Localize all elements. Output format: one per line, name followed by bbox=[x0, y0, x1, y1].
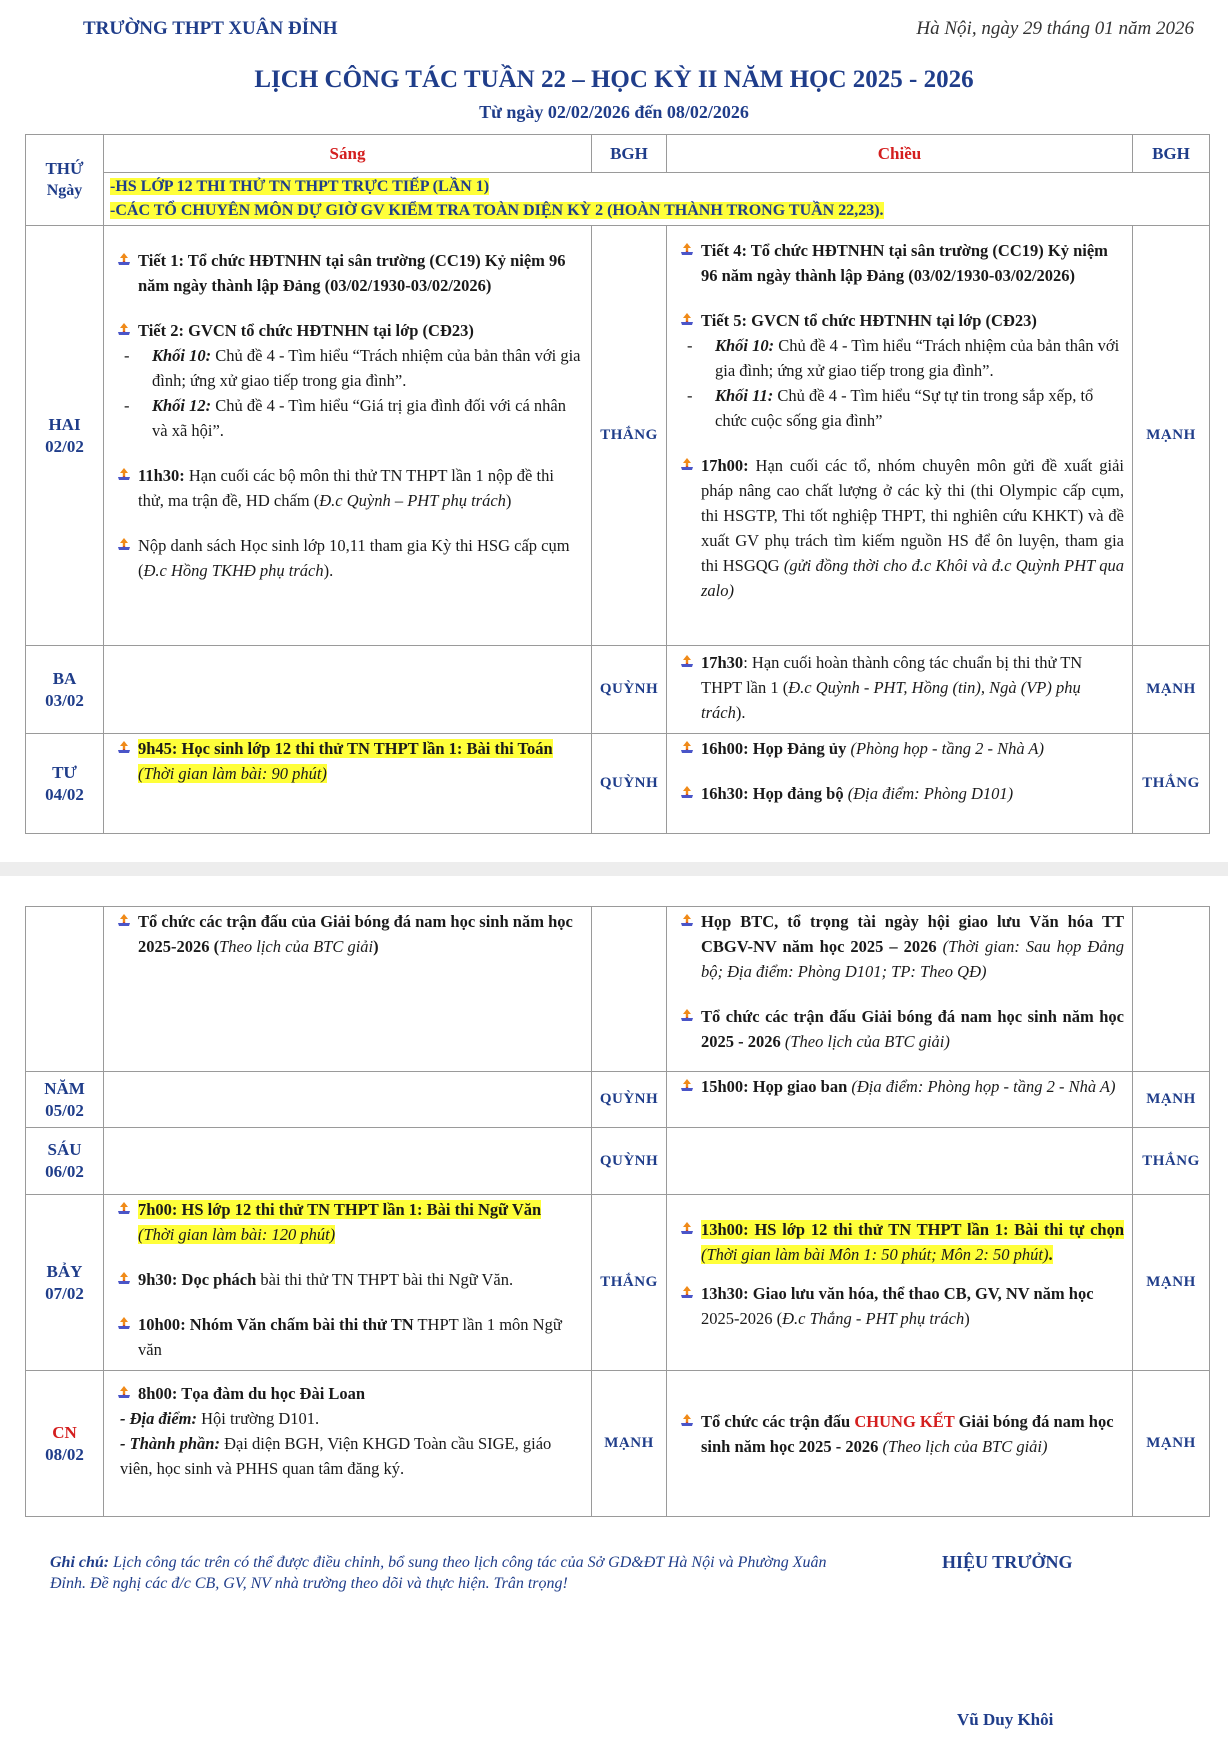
item-time: 11h30: bbox=[138, 466, 185, 485]
note-text: Lịch công tác trên có thể được điều chỉnh, bổ sung theo lịch công tác của Sở GD&ĐT Hà Nội và Phường Xuân Đỉnh. Đề nghị các đ/c CB, GV, NV nhà trường theo dõi và thực hiện. Trân trọng! bbox=[50, 1554, 827, 1592]
pin-icon bbox=[680, 786, 694, 800]
bgh-wed-am: QUỲNH bbox=[592, 734, 667, 834]
page-subtitle: Từ ngày 02/02/2026 đến 08/02/2026 bbox=[479, 102, 749, 122]
pin-icon bbox=[680, 243, 694, 257]
sub-item bbox=[114, 1431, 583, 1481]
schedule-table-part-2 bbox=[25, 906, 1210, 1517]
pin-icon bbox=[117, 741, 131, 755]
agenda-item bbox=[114, 1197, 583, 1247]
row-monday bbox=[26, 226, 1210, 646]
item-end: ). bbox=[323, 561, 334, 580]
day-date: 07/02 bbox=[45, 1283, 84, 1303]
sub-text: Chủ đề 4 - Tìm hiểu “Sự tự tin trong sắp xếp, tổ chức cuộc sống gia đình” bbox=[715, 386, 1094, 430]
item-title: 8h00: Tọa đàm du học Đài Loan bbox=[138, 1384, 366, 1403]
day-wednesday-cont bbox=[26, 907, 104, 1072]
agenda-item bbox=[677, 1409, 1124, 1459]
week-notice bbox=[104, 173, 1210, 226]
day-name: TƯ bbox=[52, 762, 77, 782]
item-text: Hạn cuối các bộ môn thi thử TN THPT lần 1 nộp đề thi thử, ma trận đề, HD chấm ( bbox=[138, 466, 554, 510]
item-title: Tổ chức các trận đấu Giải bóng đá nam học sinh năm học 2025 - 2026 bbox=[701, 1007, 1124, 1051]
sat-morning bbox=[104, 1195, 592, 1371]
sub-text: Chủ đề 4 - Tìm hiểu “Trách nhiệm của bản thân với gia đình; ứng xử giao tiếp trong gia đình”. bbox=[715, 336, 1120, 380]
day-sunday bbox=[26, 1371, 104, 1517]
fri-morning bbox=[104, 1128, 592, 1195]
tue-morning bbox=[104, 646, 592, 734]
item-title: 9h30: Dọc phách bbox=[138, 1270, 257, 1289]
agenda-item bbox=[677, 238, 1124, 288]
head-sang: Sáng bbox=[104, 135, 592, 173]
pin-icon bbox=[680, 914, 694, 928]
item-title: 7h00: HS lớp 12 thi thử TN THPT lần 1: Bài thi Ngữ Văn bbox=[138, 1200, 542, 1219]
bgh-wed-cont-pm bbox=[1133, 907, 1210, 1072]
row-thursday bbox=[26, 1072, 1210, 1128]
item-title: 15h00: Họp giao ban bbox=[701, 1077, 848, 1096]
day-saturday bbox=[26, 1195, 104, 1371]
pin-icon bbox=[117, 914, 131, 928]
wed-cont-afternoon bbox=[667, 907, 1133, 1072]
item-time: 17h30 bbox=[701, 653, 744, 672]
item-end: ) bbox=[373, 937, 379, 956]
notice-line-2: -CÁC TỔ CHUYÊN MÔN DỰ GIỜ GV KIỂM TRA TOÀN DIỆN KỲ 2 (HOÀN THÀNH TRONG TUẦN 22,23). bbox=[110, 202, 884, 219]
sub-label: - Địa điểm: bbox=[120, 1409, 197, 1428]
item-note: (Địa điểm: Phòng họp - tầng 2 - Nhà A) bbox=[847, 1077, 1116, 1096]
bgh-mon-am: THẮNG bbox=[592, 226, 667, 646]
pin-icon bbox=[680, 313, 694, 327]
day-name: HAI bbox=[48, 414, 81, 434]
sub-item bbox=[114, 393, 583, 443]
agenda-item bbox=[677, 453, 1124, 603]
item-note: (Địa điểm: Phòng D101) bbox=[843, 784, 1014, 803]
day-date: 04/02 bbox=[45, 784, 84, 804]
pin-icon bbox=[117, 253, 131, 267]
sub-label: Khối 12: bbox=[152, 396, 212, 415]
signature-name: Vũ Duy Khôi bbox=[957, 1710, 1054, 1729]
day-date: 05/02 bbox=[45, 1100, 84, 1120]
day-name: BẢY bbox=[46, 1261, 83, 1281]
day-date: 03/02 bbox=[45, 690, 84, 710]
pin-icon bbox=[117, 323, 131, 337]
agenda-item bbox=[677, 781, 1124, 806]
bgh-sun-am: MẠNH bbox=[592, 1371, 667, 1517]
item-text: 2025-2026 ( bbox=[701, 1309, 783, 1328]
sub-text: Hội trường D101. bbox=[196, 1409, 320, 1428]
agenda-item bbox=[677, 1074, 1124, 1099]
sub-text: Chủ đề 4 - Tìm hiểu “Giá trị gia đình đối với cá nhân và xã hội”. bbox=[152, 396, 566, 440]
day-tuesday bbox=[26, 646, 104, 734]
page-title: LỊCH CÔNG TÁC TUẦN 22 – HỌC KỲ II NĂM HỌC 2025 - 2026 bbox=[254, 66, 974, 93]
footer-note bbox=[50, 1552, 840, 1594]
head-thu: THỨ bbox=[45, 159, 84, 178]
item-text: Nộp danh sách Học sinh lớp 10,11 tham gia Kỳ thi HSG cấp cụm ( bbox=[138, 536, 570, 580]
head-ngay: Ngày bbox=[46, 182, 83, 199]
sub-item bbox=[677, 333, 1124, 383]
bgh-tue-pm: MẠNH bbox=[1133, 646, 1210, 734]
bgh-sun-pm: MẠNH bbox=[1133, 1371, 1210, 1517]
thu-afternoon bbox=[667, 1072, 1133, 1128]
item-text: Tiết 4: Tổ chức HĐTNHN tại sân trường (CC19) Kỷ niệm 96 năm ngày thành lập Đảng (03/02/1930-03/02/2026) bbox=[701, 241, 1108, 285]
sun-afternoon bbox=[667, 1371, 1133, 1517]
note-label: Ghi chú: bbox=[50, 1554, 110, 1571]
agenda-item bbox=[114, 1267, 583, 1292]
item-time: 17h00: bbox=[701, 456, 749, 475]
item-text-2: Giải bóng đá nam học sinh năm học 2025 - 2026 bbox=[701, 1412, 1114, 1456]
day-date: 06/02 bbox=[45, 1162, 84, 1181]
item-end: THPT lần 1 môn Ngữ văn bbox=[138, 1315, 562, 1359]
school-name: TRƯỜNG THPT XUÂN ĐỈNH bbox=[83, 18, 338, 39]
issue-date: Hà Nội, ngày 29 tháng 01 năm 2026 bbox=[916, 18, 1194, 39]
item-text: Tổ chức các trận đấu bbox=[701, 1412, 855, 1431]
agenda-item bbox=[114, 736, 583, 786]
notice-line-1: -HS LỚP 12 THI THỬ TN THPT TRỰC TIẾP (LẦN 1) bbox=[110, 178, 490, 195]
pin-icon bbox=[680, 1079, 694, 1093]
pin-icon bbox=[117, 1202, 131, 1216]
fri-afternoon bbox=[667, 1128, 1133, 1195]
agenda-item bbox=[677, 650, 1124, 725]
item-note: Theo lịch của BTC giải bbox=[219, 937, 374, 956]
row-tuesday bbox=[26, 646, 1210, 734]
row-friday bbox=[26, 1128, 1210, 1195]
bgh-wed-cont-am bbox=[592, 907, 667, 1072]
sub-text: Đại diện BGH, Viện KHGD Toàn cầu SIGE, giáo viên, học sinh và PHHS quan tâm đăng ký. bbox=[120, 1434, 552, 1478]
bgh-mon-pm: MẠNH bbox=[1133, 226, 1210, 646]
schedule-table-part-1 bbox=[25, 134, 1210, 834]
sub-text: Chủ đề 4 - Tìm hiểu “Trách nhiệm của bản thân với gia đình; ứng xử giao tiếp trong gia đình”. bbox=[152, 346, 581, 390]
item-text: Hạn cuối các tổ, nhóm chuyên môn gửi đề xuất giải pháp nâng cao chất lượng ở các kỳ thi (thi Olympic cấp cụm, thi HSGTP, Thi tốt nghiệp THPT, thi nghiên cứu KHKT) và đề xuất GV phụ trách tìm kiếm nguồn HS để ôn luyện, tham gia thi HSGQG bbox=[701, 456, 1124, 575]
pin-icon bbox=[117, 1386, 131, 1400]
pin-icon bbox=[117, 468, 131, 482]
pin-icon bbox=[680, 1009, 694, 1023]
bgh-tue-am: QUỲNH bbox=[592, 646, 667, 734]
thu-morning bbox=[104, 1072, 592, 1128]
day-thursday bbox=[26, 1072, 104, 1128]
row-saturday bbox=[26, 1195, 1210, 1371]
row-wednesday-continued bbox=[26, 907, 1210, 1072]
sub-item bbox=[114, 343, 583, 393]
bgh-sat-pm: MẠNH bbox=[1133, 1195, 1210, 1371]
sun-morning bbox=[104, 1371, 592, 1517]
item-title: 16h30: Họp đảng bộ bbox=[701, 784, 844, 803]
item-end: . bbox=[1048, 1245, 1053, 1264]
day-date: 02/02 bbox=[45, 436, 84, 456]
pin-icon bbox=[680, 741, 694, 755]
item-note: (Thời gian làm bài: 120 phút) bbox=[138, 1225, 336, 1244]
agenda-item bbox=[677, 1004, 1124, 1054]
pin-icon bbox=[680, 1222, 694, 1236]
agenda-item bbox=[114, 248, 583, 298]
sub-item bbox=[677, 383, 1124, 433]
pin-icon bbox=[680, 1414, 694, 1428]
sub-label: Khối 11: bbox=[715, 386, 774, 405]
day-name: NĂM bbox=[44, 1078, 85, 1098]
day-date: 08/02 bbox=[45, 1444, 84, 1464]
wed-cont-morning bbox=[104, 907, 592, 1072]
item-title: Tiết 5: GVCN tổ chức HĐTNHN tại lớp (CĐ23) bbox=[701, 311, 1037, 330]
mon-morning bbox=[104, 226, 592, 646]
item-title: Tổ chức các trận đấu của Giải bóng đá nam học sinh năm học 2025-2026 ( bbox=[138, 912, 573, 956]
agenda-item bbox=[114, 909, 583, 959]
pin-icon bbox=[680, 655, 694, 669]
bgh-wed-pm: THẮNG bbox=[1133, 734, 1210, 834]
agenda-item bbox=[114, 1381, 583, 1406]
sub-label: Khối 10: bbox=[715, 336, 775, 355]
bgh-fri-pm: THẮNG bbox=[1133, 1128, 1210, 1195]
item-title: Họp BTC, tổ trọng tài ngày hội giao lưu Văn hóa TT CBGV-NV năm học 2025 – 2026 bbox=[701, 912, 1124, 956]
day-name: CN bbox=[52, 1422, 77, 1442]
item-title: 9h45: Học sinh lớp 12 thi thử TN THPT lần 1: Bài thi Toán bbox=[138, 739, 553, 758]
item-end: ) bbox=[964, 1309, 970, 1328]
agenda-item bbox=[114, 318, 583, 343]
item-text: : Nhóm Văn chấm bài thi thử TN bbox=[180, 1315, 414, 1334]
agenda-item bbox=[677, 308, 1124, 333]
item-note: (Theo lịch của BTC giải) bbox=[780, 1032, 950, 1051]
item-text: Tiết 1: Tổ chức HĐTNHN tại sân trường (CC19) Kỷ niệm 96 năm ngày thành lập Đảng (03/02/1930-03/02/2026) bbox=[138, 251, 566, 295]
item-note: (Thời gian làm bài Môn 1: 50 phút; Môn 2: 50 phút) bbox=[701, 1245, 1049, 1264]
signature-title: HIỆU TRƯỞNG bbox=[942, 1552, 1073, 1572]
day-wednesday bbox=[26, 734, 104, 834]
sat-afternoon bbox=[667, 1195, 1133, 1371]
sub-label: Khối 10: bbox=[152, 346, 212, 365]
item-end: ) bbox=[505, 491, 512, 510]
item-end: ). bbox=[735, 703, 746, 722]
pin-icon bbox=[117, 1317, 131, 1331]
day-name: SÁU bbox=[47, 1140, 82, 1159]
wed-morning bbox=[104, 734, 592, 834]
pin-icon bbox=[117, 538, 131, 552]
item-note: (Phòng họp - tầng 2 - Nhà A) bbox=[846, 739, 1045, 758]
pin-icon bbox=[680, 1286, 694, 1300]
wed-afternoon bbox=[667, 734, 1133, 834]
head-chieu: Chiều bbox=[667, 135, 1133, 173]
head-bgh-am: BGH bbox=[592, 135, 667, 173]
item-title: Tiết 2: GVCN tổ chức HĐTNHN tại lớp (CĐ23) bbox=[138, 321, 474, 340]
agenda-item bbox=[677, 1281, 1124, 1331]
item-note: Đ.c Hồng TKHĐ phụ trách bbox=[143, 561, 324, 580]
agenda-item bbox=[677, 1217, 1124, 1267]
day-monday bbox=[26, 226, 104, 646]
item-note: Đ.c Quỳnh - PHT, Hồng (tin), Ngà (VP) phụ trách bbox=[701, 678, 1081, 722]
bgh-thu-pm: MẠNH bbox=[1133, 1072, 1210, 1128]
item-note: (Thời gian: Sau họp Đảng bộ; Địa điểm: Phòng D101; TP: Theo QĐ) bbox=[701, 937, 1124, 981]
final-highlight: CHUNG KẾT bbox=[854, 1412, 955, 1431]
agenda-item bbox=[677, 736, 1124, 761]
head-bgh-pm: BGH bbox=[1133, 135, 1210, 173]
day-name: BA bbox=[52, 668, 77, 688]
item-note: (gửi đồng thời cho đ.c Khôi và đ.c Quỳnh PHT qua zalo) bbox=[701, 556, 1124, 600]
tue-afternoon bbox=[667, 646, 1133, 734]
row-wednesday bbox=[26, 734, 1210, 834]
item-text: bài thi thử TN THPT bài thi Ngữ Văn. bbox=[256, 1270, 514, 1289]
sub-label: - Thành phần: bbox=[120, 1434, 220, 1453]
item-title: 16h00: Họp Đảng ủy bbox=[701, 739, 847, 758]
agenda-item bbox=[114, 1312, 583, 1362]
item-note: (Thời gian làm bài: 90 phút) bbox=[138, 764, 327, 783]
bgh-sat-am: THẮNG bbox=[592, 1195, 667, 1371]
sub-item bbox=[114, 1406, 583, 1431]
bgh-fri-am: QUỲNH bbox=[592, 1128, 667, 1195]
item-note: Đ.c Quỳnh – PHT phụ trách bbox=[319, 491, 506, 510]
item-note: Đ.c Thắng - PHT phụ trách bbox=[782, 1309, 965, 1328]
item-title: 13h00: HS lớp 12 thi thử TN THPT lần 1: Bài thi tự chọn bbox=[701, 1220, 1124, 1239]
agenda-item bbox=[114, 533, 583, 583]
bgh-thu-am: QUỲNH bbox=[592, 1072, 667, 1128]
mon-afternoon bbox=[667, 226, 1133, 646]
head-day-cell bbox=[26, 135, 104, 226]
agenda-item bbox=[677, 909, 1124, 984]
day-friday bbox=[26, 1128, 104, 1195]
item-title: 13h30: Giao lưu văn hóa, thể thao CB, GV, NV năm học bbox=[701, 1284, 1094, 1303]
item-note: (Theo lịch của BTC giải) bbox=[878, 1437, 1048, 1456]
pin-icon bbox=[680, 458, 694, 472]
row-sunday bbox=[26, 1371, 1210, 1517]
page-break bbox=[0, 862, 1228, 876]
pin-icon bbox=[117, 1272, 131, 1286]
item-title: 10h00 bbox=[138, 1315, 181, 1334]
item-text: : Hạn cuối hoàn thành công tác chuẩn bị thi thử TN THPT lần 1 ( bbox=[701, 653, 1083, 697]
agenda-item bbox=[114, 463, 583, 513]
